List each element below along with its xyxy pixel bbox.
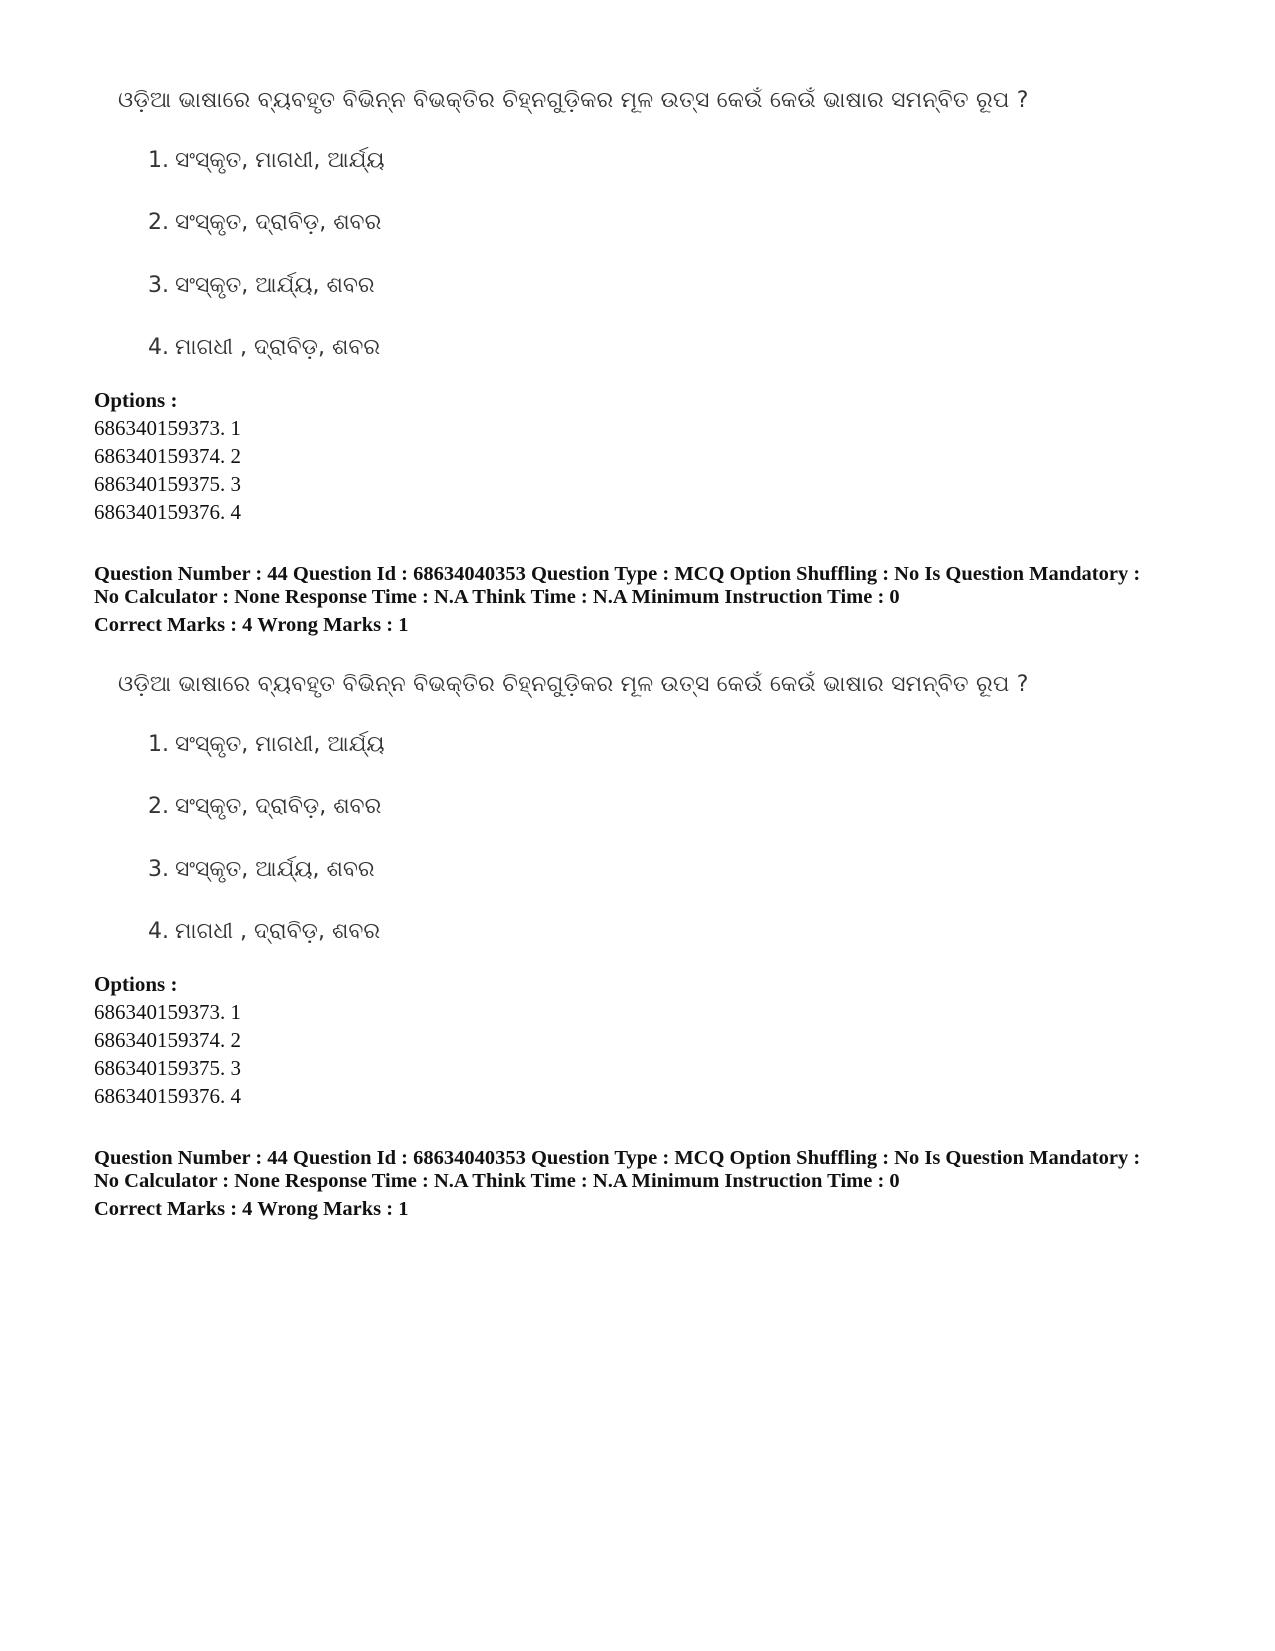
question-stem: ଓଡ଼ିଆ ଭାଷାରେ ବ୍ୟବହୃତ ବିଭିନ୍ନ ବିଭକ୍ତିର ଚିହ୍ନଗୁଡ଼ିକର ମୂଳ ଉତ୍ସ କେଉଁ କେଉଁ ଭାଷାର ସମନ୍ବିତ ରୂପ ? [118,88,1029,113]
choice-number: 4. [148,919,169,944]
option-line: 686340159374. 2 [94,444,241,468]
question-choice-2 [148,794,381,819]
option-line: 686340159375. 3 [94,1056,241,1080]
question-choice-3 [148,273,375,298]
choice-text: ସଂସ୍କୃତ, ଦ୍ରାବିଡ଼, ଶବର [175,794,382,819]
choice-number: 3. [148,857,169,882]
option-line: 686340159376. 4 [94,500,241,524]
question-meta-line: Question Number : 44 Question Id : 68634040353 Question Type : MCQ Option Shuffling : No Is Question Mandatory : [94,563,1141,585]
option-line: 686340159375. 3 [94,472,241,496]
question-meta-line: No Calculator : None Response Time : N.A Think Time : N.A Minimum Instruction Time : 0 [94,1170,900,1192]
question-meta-line: Question Number : 44 Question Id : 68634040353 Question Type : MCQ Option Shuffling : No Is Question Mandatory : [94,1147,1141,1169]
choice-text: ସଂସ୍କୃତ, ଆର୍ଯ୍ୟ, ଶବର [175,857,375,882]
choice-text: ସଂସ୍କୃତ, ମାଗଧୀ, ଆର୍ଯ୍ୟ [175,732,385,757]
choice-number: 4. [148,335,169,360]
choice-text: ସଂସ୍କୃତ, ଆର୍ଯ୍ୟ, ଶବର [175,273,375,298]
marks-line: Correct Marks : 4 Wrong Marks : 1 [94,1198,409,1220]
choice-number: 1. [148,732,169,757]
choice-text: ମାଗଧୀ , ଦ୍ରାବିଡ଼, ଶବର [175,919,381,944]
choice-number: 1. [148,148,169,173]
options-heading: Options : [94,388,178,412]
option-line: 686340159376. 4 [94,1084,241,1108]
question-choice-1 [148,148,385,173]
choice-number: 3. [148,273,169,298]
choice-text: ମାଗଧୀ , ଦ୍ରାବିଡ଼, ଶବର [175,335,381,360]
question-stem: ଓଡ଼ିଆ ଭାଷାରେ ବ୍ୟବହୃତ ବିଭିନ୍ନ ବିଭକ୍ତିର ଚିହ୍ନଗୁଡ଼ିକର ମୂଳ ଉତ୍ସ କେଉଁ କେଉଁ ଭାଷାର ସମନ୍ବିତ ରୂପ ? [118,672,1029,697]
question-choice-2 [148,210,381,235]
option-line: 686340159373. 1 [94,1000,241,1024]
choice-number: 2. [148,210,169,235]
choice-number: 2. [148,794,169,819]
choice-text: ସଂସ୍କୃତ, ମାଗଧୀ, ଆର୍ଯ୍ୟ [175,148,385,173]
question-choice-4 [148,335,380,360]
question-choice-3 [148,857,375,882]
marks-line: Correct Marks : 4 Wrong Marks : 1 [94,614,409,636]
question-choice-1 [148,732,385,757]
question-choice-4 [148,919,380,944]
option-line: 686340159373. 1 [94,416,241,440]
choice-text: ସଂସ୍କୃତ, ଦ୍ରାବିଡ଼, ଶବର [175,210,382,235]
options-heading: Options : [94,972,178,996]
option-line: 686340159374. 2 [94,1028,241,1052]
question-meta-line: No Calculator : None Response Time : N.A Think Time : N.A Minimum Instruction Time : 0 [94,586,900,608]
